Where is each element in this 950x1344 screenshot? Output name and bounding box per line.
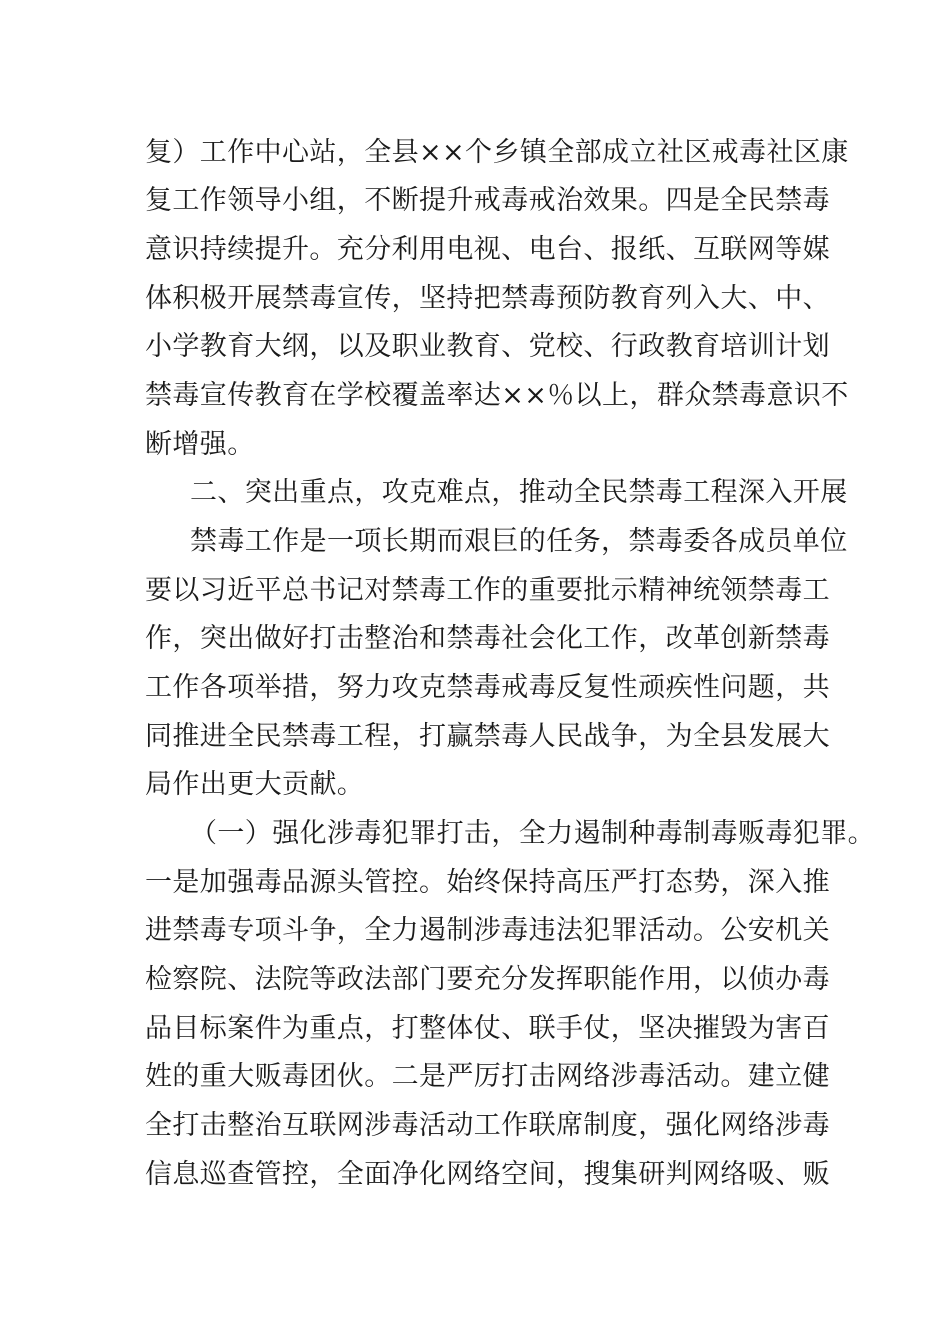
text-line: 体积极开展禁毒宣传，坚持把禁毒预防教育列入大、中、 (145, 283, 830, 314)
subsection-heading: （一）强化涉毒犯罪打击，全力遏制种毒制毒贩毒犯罪。 (190, 818, 875, 849)
text-line: 要以习近平总书记对禁毒工作的重要批示精神统领禁毒工 (145, 575, 830, 606)
text-line: 品目标案件为重点，打整体仗、联手仗，坚决摧毁为害百 (145, 1013, 830, 1044)
text-line: 作，突出做好打击整治和禁毒社会化工作，改革创新禁毒 (145, 623, 830, 654)
text-line: 禁毒宣传教育在学校覆盖率达××％以上，群众禁毒意识不 (145, 380, 849, 411)
text-line: 姓的重大贩毒团伙。二是严厉打击网络涉毒活动。建立健 (145, 1061, 830, 1092)
text-line: 工作各项举措，努力攻克禁毒戒毒反复性顽疾性问题，共 (145, 672, 830, 703)
text-line: 断增强。 (145, 429, 255, 460)
section-heading: 二、突出重点，攻克难点，推动全民禁毒工程深入开展 (190, 477, 848, 508)
text-line: 检察院、法院等政法部门要充分发挥职能作用，以侦办毒 (145, 964, 830, 995)
text-line: 全打击整治互联网涉毒活动工作联席制度，强化网络涉毒 (145, 1110, 830, 1141)
text-line: 复）工作中心站，全县××个乡镇全部成立社区戒毒社区康 (145, 137, 849, 168)
text-line: 意识持续提升。充分利用电视、电台、报纸、互联网等媒 (145, 234, 830, 265)
text-line: 复工作领导小组，不断提升戒毒戒治效果。四是全民禁毒 (145, 185, 830, 216)
text-line: 小学教育大纲，以及职业教育、党校、行政教育培训计划 (145, 331, 830, 362)
text-line: 局作出更大贡献。 (145, 769, 365, 800)
text-line: 进禁毒专项斗争，全力遏制涉毒违法犯罪活动。公安机关 (145, 915, 830, 946)
text-line: 信息巡查管控，全面净化网络空间，搜集研判网络吸、贩 (145, 1159, 830, 1190)
text-line: 禁毒工作是一项长期而艰巨的任务，禁毒委各成员单位 (190, 526, 848, 557)
text-line: 一是加强毒品源头管控。始终保持高压严打态势，深入推 (145, 867, 830, 898)
text-line: 同推进全民禁毒工程，打赢禁毒人民战争，为全县发展大 (145, 721, 830, 752)
